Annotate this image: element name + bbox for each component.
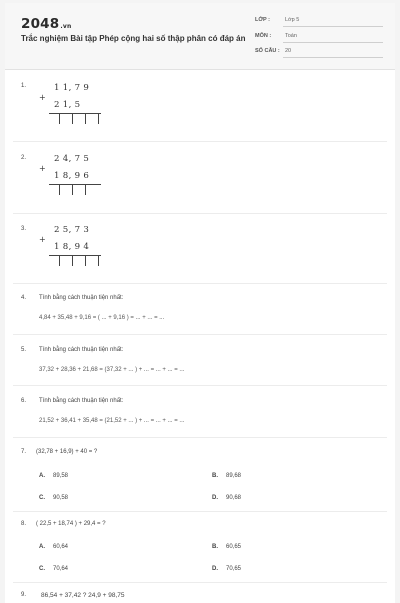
- count-value: 20: [285, 48, 292, 54]
- addend-1: 1 1, 7 9: [54, 83, 90, 93]
- question-number: 2.: [21, 155, 27, 161]
- addend-2: 1 8, 9 4: [54, 242, 90, 252]
- sum-line: [49, 255, 101, 256]
- divider: [13, 283, 387, 284]
- question-number: 4.: [21, 295, 27, 301]
- question-text: 86,54 + 37,42 ? 24,9 + 98,75: [41, 592, 125, 599]
- answer-box-divider: [59, 255, 60, 266]
- option-value: 90,68: [226, 495, 242, 501]
- question-number: 6.: [21, 398, 27, 404]
- page-title: Trắc nghiệm Bài tập Phép cộng hai số thập phân có đáp án: [21, 34, 246, 43]
- question-number: 3.: [21, 226, 27, 232]
- question-number: 1.: [21, 83, 27, 89]
- answer-box-divider: [72, 184, 73, 195]
- divider: [13, 511, 387, 512]
- question-number: 9.: [21, 592, 27, 598]
- answer-box-divider: [85, 113, 86, 124]
- option-value: 60,64: [53, 544, 69, 550]
- answer-box-divider: [85, 184, 86, 195]
- option-d[interactable]: [212, 566, 241, 572]
- answer-box-divider: [72, 255, 73, 266]
- question-expression: 4,84 + 35,48 + 9,16 = ( ... + 9,16 ) = ... + ... = ...: [39, 315, 165, 321]
- option-c[interactable]: [39, 495, 68, 501]
- subject-value: Toán: [285, 33, 297, 39]
- question-text: ( 22,5 + 18,74 ) + 29,4 = ?: [36, 521, 106, 527]
- divider: [13, 334, 387, 335]
- addend-1: 2 4, 7 5: [54, 154, 90, 164]
- answer-box-divider: [98, 255, 99, 266]
- divider: [283, 57, 383, 58]
- option-b[interactable]: [212, 473, 241, 479]
- divider: [13, 213, 387, 214]
- divider: [13, 582, 387, 583]
- divider: [13, 437, 387, 438]
- divider: [13, 141, 387, 142]
- addend-1: 2 5, 7 3: [54, 225, 90, 235]
- option-value: 90,58: [53, 495, 69, 501]
- option-b[interactable]: [212, 544, 241, 550]
- subject-label: MÔN :: [255, 33, 272, 39]
- sum-line: [49, 184, 101, 185]
- worksheet: [5, 3, 395, 603]
- question-number: 7.: [21, 449, 27, 455]
- site-logo[interactable]: 2048.vn: [21, 16, 72, 32]
- grade-label: LỚP :: [255, 17, 270, 23]
- plus-sign: +: [39, 235, 46, 244]
- option-letter: C.: [39, 566, 45, 572]
- count-label: SỐ CÂU :: [255, 48, 280, 54]
- header: [5, 3, 395, 70]
- question-expression: 21,52 + 36,41 + 35,48 = (21,52 + ... ) + ... = ... + ... = ...: [39, 418, 185, 424]
- option-value: 89,58: [53, 473, 69, 479]
- option-value: 60,65: [226, 544, 242, 550]
- option-c[interactable]: [39, 566, 68, 572]
- plus-sign: +: [39, 93, 46, 102]
- addend-2: 1 8, 9 6: [54, 171, 90, 181]
- answer-box-divider: [85, 255, 86, 266]
- option-value: 70,65: [226, 566, 242, 572]
- option-letter: D.: [212, 495, 218, 501]
- plus-sign: +: [39, 164, 46, 173]
- answer-box-divider: [98, 113, 99, 124]
- answer-box-divider: [72, 113, 73, 124]
- option-letter: A.: [39, 544, 45, 550]
- option-letter: D.: [212, 566, 218, 572]
- answer-box-divider: [59, 113, 60, 124]
- option-letter: B.: [212, 544, 218, 550]
- question-text: Tính bằng cách thuận tiện nhất:: [39, 347, 124, 353]
- addend-2: 2 1, 5: [54, 100, 81, 110]
- option-letter: B.: [212, 473, 218, 479]
- grade-value: Lớp 5: [285, 17, 300, 23]
- option-letter: A.: [39, 473, 45, 479]
- answer-box-divider: [59, 184, 60, 195]
- divider: [283, 26, 383, 27]
- option-a[interactable]: [39, 544, 68, 550]
- sum-line: [49, 113, 101, 114]
- option-value: 70,64: [53, 566, 69, 572]
- question-number: 8.: [21, 521, 27, 527]
- divider: [283, 42, 383, 43]
- option-a[interactable]: [39, 473, 68, 479]
- option-value: 89,68: [226, 473, 242, 479]
- option-d[interactable]: [212, 495, 241, 501]
- question-text: Tính bằng cách thuận tiện nhất:: [39, 295, 124, 301]
- option-letter: C.: [39, 495, 45, 501]
- divider: [13, 385, 387, 386]
- question-expression: 37,32 + 28,36 + 21,68 = (37,32 + ... ) + ... = ... + ... = ...: [39, 367, 185, 373]
- question-number: 5.: [21, 347, 27, 353]
- question-text: (32,78 + 16,9) + 40 = ?: [36, 449, 98, 455]
- question-text: Tính bằng cách thuận tiện nhất:: [39, 398, 124, 404]
